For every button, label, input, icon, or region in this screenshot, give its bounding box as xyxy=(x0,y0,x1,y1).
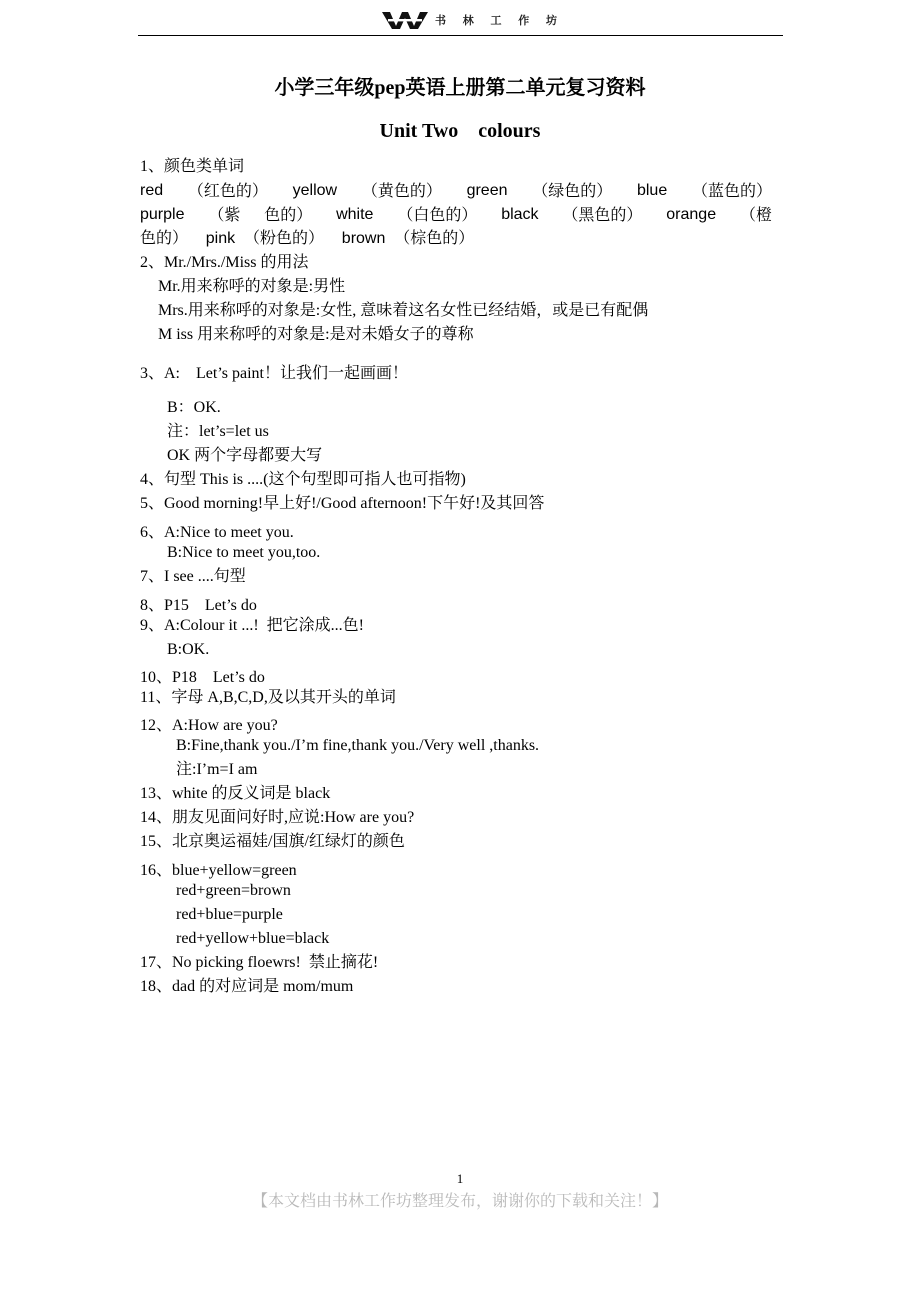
footer-notice: 【本文档由书林工作坊整理发布，谢谢你的下载和关注！】 xyxy=(251,1191,668,1210)
item-7: 7、I see ....句型 xyxy=(140,568,246,585)
item-16-line: red+green=brown xyxy=(176,882,291,899)
item-12: 12、A:How are you? xyxy=(140,717,278,734)
item-12-line: B:Fine,thank you./I’m fine,thank you./Very well ,thanks. xyxy=(176,737,540,754)
item-4: 4、句型 This is ....(这个句型即可指人也可指物) xyxy=(140,471,466,488)
item-3-line: OK 两个字母都要大写 xyxy=(167,447,323,464)
page-header xyxy=(138,8,783,36)
color-meaning: （白色的） xyxy=(397,205,478,224)
item-6-line: B:Nice to meet you,too. xyxy=(167,544,321,561)
item-16: 16、blue+yellow=green xyxy=(140,862,297,879)
colors-row-1 xyxy=(140,181,772,201)
item-8: 8、P15 Let’s do xyxy=(140,597,257,614)
item-3-line: B：OK. xyxy=(167,399,221,416)
item-3-line: 注：let’s=let us xyxy=(167,423,269,440)
header-rule xyxy=(138,35,783,36)
color-word: orange xyxy=(666,206,717,223)
item-17: 17、No picking floewrs! 禁止摘花! xyxy=(140,954,379,971)
color-meaning: （黄色的） xyxy=(361,181,442,200)
item-14: 14、朋友见面问好时,应说:How are you? xyxy=(140,809,415,826)
item-13: 13、white 的反义词是 black xyxy=(140,785,331,802)
item-2-line: Mr.用来称呼的对象是:男性 xyxy=(158,278,346,295)
item-10: 10、P18 Let’s do xyxy=(140,669,265,686)
color-meaning: （黑色的） xyxy=(562,205,643,224)
item-15: 15、北京奥运福娃/国旗/红绿灯的颜色 xyxy=(140,833,405,850)
item-2-line: Mrs.用来称呼的对象是:女性, 意味着这名女性已经结婚，或是已有配偶 xyxy=(158,302,649,319)
unit-subtitle: Unit Two colours xyxy=(379,120,541,142)
color-word: yellow xyxy=(292,182,338,199)
item-9-line: B:OK. xyxy=(167,641,210,658)
item-18: 18、dad 的对应词是 mom/mum xyxy=(140,978,354,995)
item-16-line: red+yellow+blue=black xyxy=(176,930,330,947)
item-1-title: 1、颜色类单词 xyxy=(140,158,245,175)
item-3: 3、A: Let’s paint！让我们一起画画！ xyxy=(140,365,408,382)
document-title: 小学三年级pep英语上册第二单元复习资料 xyxy=(274,77,646,99)
item-2-line: M iss 用来称呼的对象是:是对未婚女子的尊称 xyxy=(158,326,474,343)
color-word: purple xyxy=(140,206,185,223)
color-word: black xyxy=(501,206,539,223)
color-word: green xyxy=(466,182,508,199)
page-number: 1 xyxy=(456,1171,464,1186)
color-meaning: （橙 xyxy=(739,205,772,224)
color-word: blue xyxy=(636,182,668,199)
colors-row-2 xyxy=(140,205,772,225)
color-word: white xyxy=(336,206,374,223)
shulin-logo-icon xyxy=(382,10,430,30)
item-12-line: 注:I’m=I am xyxy=(176,761,258,778)
item-16-line: red+blue=purple xyxy=(176,906,283,923)
color-meaning: （红色的） xyxy=(187,181,268,200)
item-5: 5、Good morning!早上好!/Good afternoon!下午好!及其回答 xyxy=(140,495,545,512)
color-meaning: （紫 xyxy=(208,205,241,224)
brand-name: 书 林 工 作 坊 xyxy=(435,15,564,27)
color-meaning: （蓝色的） xyxy=(691,181,772,200)
item-9: 9、A:Colour it ...! 把它涂成...色! xyxy=(140,617,364,634)
item-6: 6、A:Nice to meet you. xyxy=(140,524,294,541)
color-meaning: 色的） xyxy=(264,205,313,224)
colors-row-3: 色的） pink （粉色的） brown （棕色的） xyxy=(140,230,475,247)
item-2: 2、Mr./Mrs./Miss 的用法 xyxy=(140,254,309,271)
color-word: red xyxy=(140,182,164,199)
item-11: 11、字母 A,B,C,D,及以其开头的单词 xyxy=(140,689,396,706)
color-meaning: （绿色的） xyxy=(532,181,613,200)
